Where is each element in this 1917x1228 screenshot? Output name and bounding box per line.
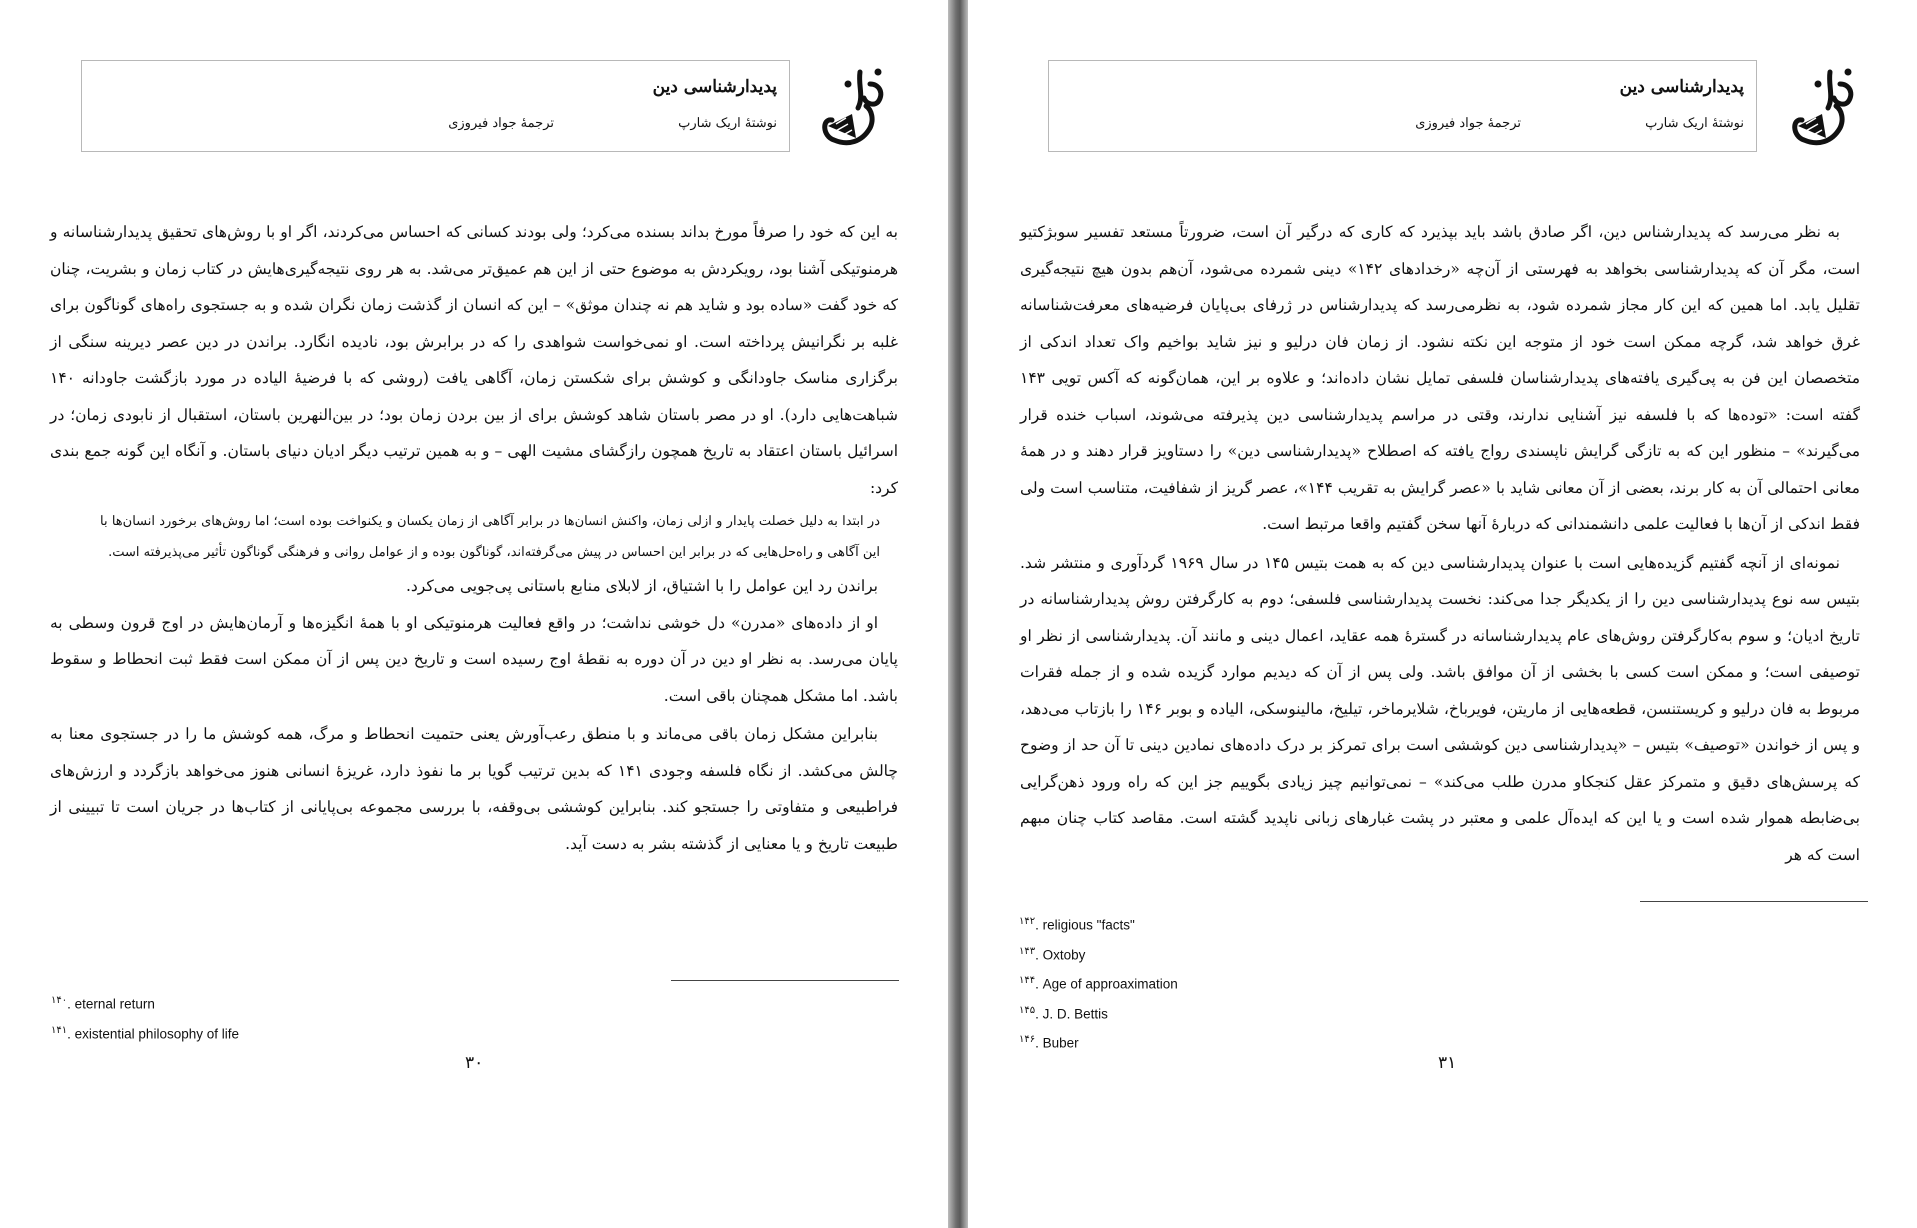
page-number: ۳۱ — [1438, 1053, 1457, 1073]
footnote-rule — [1640, 901, 1868, 902]
footnote: $^{۱۴۵}$. J. D. Bettis — [1019, 1004, 1108, 1021]
right-page — [968, 0, 1916, 1228]
left-page — [0, 0, 948, 1228]
paragraph: نمونه‌ای از آنچه گفتیم گزیده‌هایی است با عنوان پدیدارشناسی دین که به همت بتیس ۱۴۵ در سال ۱۹۶۹ گردآوری و منتشر شد. بتیس سه نوع پدیدارشناسی دین را از یکدیگر جدا می‌کند: نخست پدیدارشناسی فلسفی؛ دوم به کارگرفتن روش پدیدارشناسانه در تاریخ ادیان؛ و سوم به‌کارگرفتن روش‌های عام پدیدارشناسانه در گسترۀ همه عقاید، اعمال دینی و مانند آن. پدیدارشناسی از نظر او توصیفی است؛ و ممکن است کسی با بخشی از آن موافق باشد. ولی پس از آن که دیدیم موارد گزیده شده و از جمله فقرات مربوط به فان درلیو و کریستنسن، قطعه‌هایی از ماریتن، فویرباخ، شلایرماخر، تیلیخ، مالینوسکی، الیاده و بوبر ۱۴۶ را بازتاب می‌دهد، و پس از خواندن «توصیف» بتیس – «پدیدارشناسی دین کوششی است برای تمرکز بر درک داده‌های نمادین دینی تا آن حد از وضوح که پرسش‌های دقیق و متمرکز عقل کنجکاو مدرن طلب می‌کند» – نمی‌توانیم چیز زیادی بگوییم جز این که راه ورود ذهن‌گرایی بی‌ضابطه هموار شده است و یا این که ایده‌آل علمی و معتبر در پشت غبارهای زبانی ناپدید گشته است. مقاصد کتاب چنان مبهم است که هر — [1020, 553, 1860, 864]
block-quote: در ابتدا به دلیل خصلت پایدار و ازلی زمان، واکنش انسان‌ها در برابر آگاهی از زمان یکسان و یکنواخت بوده است؛ اما روش‌های برخورد انسان‌ها با این آگاهی و راه‌حل‌هایی که در برابر این احساس در پیش می‌گرفته‌اند، گوناگون بوده و از عوامل روانی و فرهنگی گوناگون تأثیر می‌پذیرفته است. — [100, 514, 880, 560]
footnote: $^{۱۴۳}$. Oxtoby — [1019, 945, 1086, 962]
book-gutter — [948, 0, 968, 1228]
header-title: پدیدارشناسی دین — [1619, 77, 1744, 97]
paragraph: او از داده‌های «مدرن» دل خوشی نداشت؛ در واقع فعالیت هرمنوتیکی او با همۀ انگیزه‌ها و آرمان‌هایش در اوج قرون وسطی به پایان می‌رسد. به نظر او دین در آن دوره به نقطۀ اوج رسیده است و تاریخ دین پس از آن ممکن است فقط ثبت انحطاط و سقوط باشد. اما مشکل همچنان باقی است. — [50, 613, 898, 705]
footnote-rule — [671, 980, 899, 981]
page-header — [1048, 60, 1757, 152]
header-author: نوشتۀ اریک شارپ — [1645, 116, 1744, 131]
left-body-text — [50, 214, 898, 862]
paragraph: بنابراین مشکل زمان باقی می‌ماند و با منطق رعب‌آورش یعنی حتمیت انحطاط و مرگ، همه کوشش ما را در جستجوی معنا به چالش می‌کشد. از نگاه فلسفه وجودی ۱۴۱ که بدین ترتیب گویا بر ما نفوذ دارد، غریزۀ انسانی هنوز می‌خواهد بازگردد و ارزش‌های فراطبیعی و متفاوتی را جستجو کند. بنابراین کوششی بی‌وقفه، با بررسی مجموعه بی‌پایانی از کتاب‌ها در جریان است تا تبیینی از طبیعت تاریخ و یا معنایی از گذشته بشر به دست آید. — [50, 725, 898, 853]
header-translator: ترجمۀ جواد فیروزی — [448, 116, 554, 131]
page-header — [81, 60, 790, 152]
footnotes — [1019, 909, 1178, 1057]
right-body-text — [1020, 214, 1860, 873]
header-author: نوشتۀ اریک شارپ — [678, 116, 777, 131]
footnote: $^{۱۴۰}$. eternal return — [51, 995, 155, 1012]
header-translator: ترجمۀ جواد فیروزی — [1415, 116, 1521, 131]
footnote: $^{۱۴۶}$. Buber — [1019, 1034, 1079, 1051]
paragraph: به این که خود را صرفاً مورخ بداند بسنده می‌کرد؛ ولی بودند کسانی که احساس می‌کردند، اگر او با روش‌های تحقیق پدیدارشناسانه و هرمنوتیکی آشنا بود، رویکردش به موضوع حتی از این هم عمیق‌تر می‌شد. به هر روی نتیجه‌گیری‌هایش در کتاب زمان و بشریت، چنان که خود گفت «ساده بود و شاید هم نه چندان موثق» – این که انسان از گذشت زمان نگران شده و به جستجوی راه‌های گوناگون برای غلبه بر نگرانیش پرداخته است. او نمی‌خواست شواهدی را که در برابرش بود، نادیده انگارد. براندن در دین عصر دیرینه سنگی از برگزاری مناسک جاودانگی و کوشش برای شکستن زمان، آگاهی یافت (روشی که با فرضیۀ الیاده در مورد بازگشت جاودانه ۱۴۰ شباهت‌هایی دارد). او در مصر باستان شاهد کوشش برای از بین بردن زمان بود؛ در بین‌النهرین باستان، استقبال از نابودی زمان؛ در اسرائیل باستان اعتقاد به تاریخ همچون رازگشای مشیت الهی – و به همین ترتیب دیگر ادیان دنیای باستان. و آنگاه این گونه جمع بندی کرد: — [50, 223, 898, 497]
footnote: $^{۱۴۱}$. existential philosophy of life — [51, 1024, 239, 1041]
paragraph: به نظر می‌رسد که پدیدارشناس دین، اگر صادق باشد باید بپذیرد که کاری که درگیر آن است، ضرورتاً مستعد تفسیر سوبژکتیو است، مگر آن که پدیدارشناسی بخواهد به فهرستی از آن‌چه «رخدادهای ۱۴۲» دینی شمرده می‌شود، آن‌هم بدون هیچ نتیجه‌گیری تقلیل یابد. اما همین که این کار مجاز شمرده شود، به نظرمی‌رسد که پدیدارشناس در ژرفای بی‌پایان فرضیه‌های معرفت‌شناسانه غرق خواهد شد، گرچه ممکن است خود از متوجه این نکته نشود. از زمان فان درلیو و نیز شاید بواخیم واک تعداد اندکی از متخصصان این فن به پی‌گیری یافته‌های پدیدارشناسان فلسفی تمایل نشان داده‌اند؛ و علاوه بر این، همان‌گونه که آکس تویی ۱۴۳ گفته است: «توده‌ها که با فلسفه نیز آشنایی ندارند، وقتی در مراسم پدیدارشناسی دین پذیرفته می‌شوند، اسباب خنده قرار می‌گیرند» – منظور این که به تازگی گرایش ناپسندی رواج یافته که اصطلاح «پدیدارشناسی دین» را دستاویز قرار دهند و در همۀ معانی احتمالی آن به کار برند، بعضی از آن معانی شاید با «عصر گرایش به تقریب ۱۴۴»، عصر گریز از شفافیت، متناسب است ولی فقط اندکی از آن‌ها با فعالیت علمی دانشمندانی که دربارۀ آنها سخن گفتیم واقعا مرتبط است. — [1020, 223, 1860, 533]
paragraph: براندن رد این عوامل را با اشتیاق، از لابلای منابع باستانی پی‌جویی می‌کرد. — [405, 577, 878, 595]
footnotes — [51, 988, 239, 1047]
tarjoman-logo-icon — [818, 62, 890, 152]
footnote: $^{۱۴۴}$. Age of approaximation — [1019, 975, 1178, 992]
footnote: $^{۱۴۲}$. religious "facts" — [1019, 916, 1135, 933]
tarjoman-logo-icon — [1788, 62, 1860, 152]
header-title: پدیدارشناسی دین — [652, 77, 777, 97]
page-number: ۳۰ — [465, 1053, 484, 1073]
